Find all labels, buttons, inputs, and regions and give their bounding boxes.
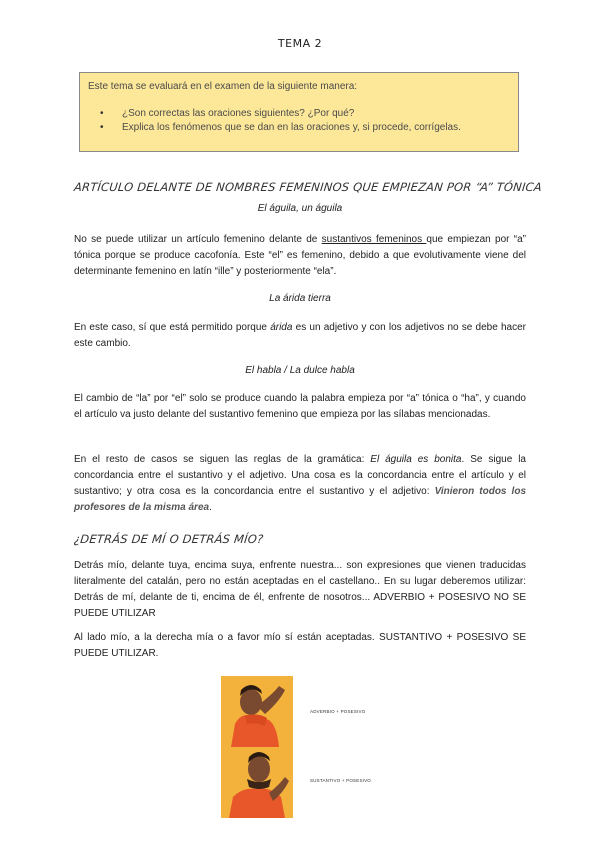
example-aguila: El águila, un águila xyxy=(257,203,343,214)
list-item: • ¿Son correctas las oraciones siguientes? ¿Por qué? xyxy=(100,108,461,119)
meme-label-bottom: SUSTANTIVO + POSESIVO xyxy=(310,778,372,783)
page-title: TEMA 2 xyxy=(277,37,323,50)
meme-image xyxy=(221,676,293,818)
notice-heading: Este tema se evaluará en el examen de la siguiente manera: xyxy=(88,81,358,92)
paragraph-adjetivo: En este caso, sí que está permitido porque árida es un adjetivo y con los adjetivos no se debe hacer este cambio. xyxy=(74,322,526,349)
section-heading-detras: ¿DETRÁS DE MÍ O DETRÁS MÍO? xyxy=(73,532,265,546)
evaluation-notice-box xyxy=(79,72,519,152)
paragraph-cacofonia: No se puede utilizar un artículo femenino delante de sustantivos femeninos que empiezan por “a” tónica porque se produce cacofonía. Este “el” es femenino, debido a que evolutivamente viene del determinante femenino en latín “ille” y posteriormente “ela”. xyxy=(74,234,526,277)
paragraph-cambio: El cambio de “la” por “el” solo se produce cuando la palabra empieza por “a” tónica o “ha”, y cuando el artículo va justo delante del sustantivo femenino que empieza por las sílabas mencionadas. xyxy=(74,393,526,420)
section-heading-articulo: ARTÍCULO DELANTE DE NOMBRES FEMENINOS QUE EMPIEZAN POR “A” TÓNICA xyxy=(73,180,543,194)
underlined-term: sustantivos femeninos xyxy=(321,234,427,245)
paragraph-detras: Detrás mío, delante tuya, encima suya, enfrente nuestra... son expresiones que vienen traducidas literalmente del catalán, pero no están aceptadas en el castellano.. En su lugar deberemos utilizar: Detrás de mí, delante de ti, encima de él, enfrente de nosotros... ADVERBIO + POSESIVO NO SE PUEDE UTILIZAR xyxy=(74,560,526,619)
example-habla: El habla / La dulce habla xyxy=(245,365,355,376)
paragraph-concordancia: En el resto de casos se siguen las reglas de la gramática: El águila es bonita. Se sigue la concordancia entre el sustantivo y el adjetivo. Una cosa es la concordancia entre el artículo y el sustantivo; y otra cosa es la concordancia entre el sustantivo y el adjetivo: Vinieron todos los profesores de la misma área. xyxy=(74,454,527,513)
notice-list xyxy=(100,108,461,136)
meme-panel-reject xyxy=(221,676,293,747)
meme-panel-approve xyxy=(221,747,293,818)
example-arida: La árida tierra xyxy=(269,293,331,304)
list-item: • Explica los fenómenos que se dan en las oraciones y, si procede, corrígelas. xyxy=(100,122,461,133)
meme-label-top: ADVERBIO + POSESIVO xyxy=(310,709,366,714)
paragraph-al-lado: Al lado mío, a la derecha mía o a favor mío sí están aceptadas. SUSTANTIVO + POSESIVO SE PUEDE UTILIZAR. xyxy=(74,632,526,659)
